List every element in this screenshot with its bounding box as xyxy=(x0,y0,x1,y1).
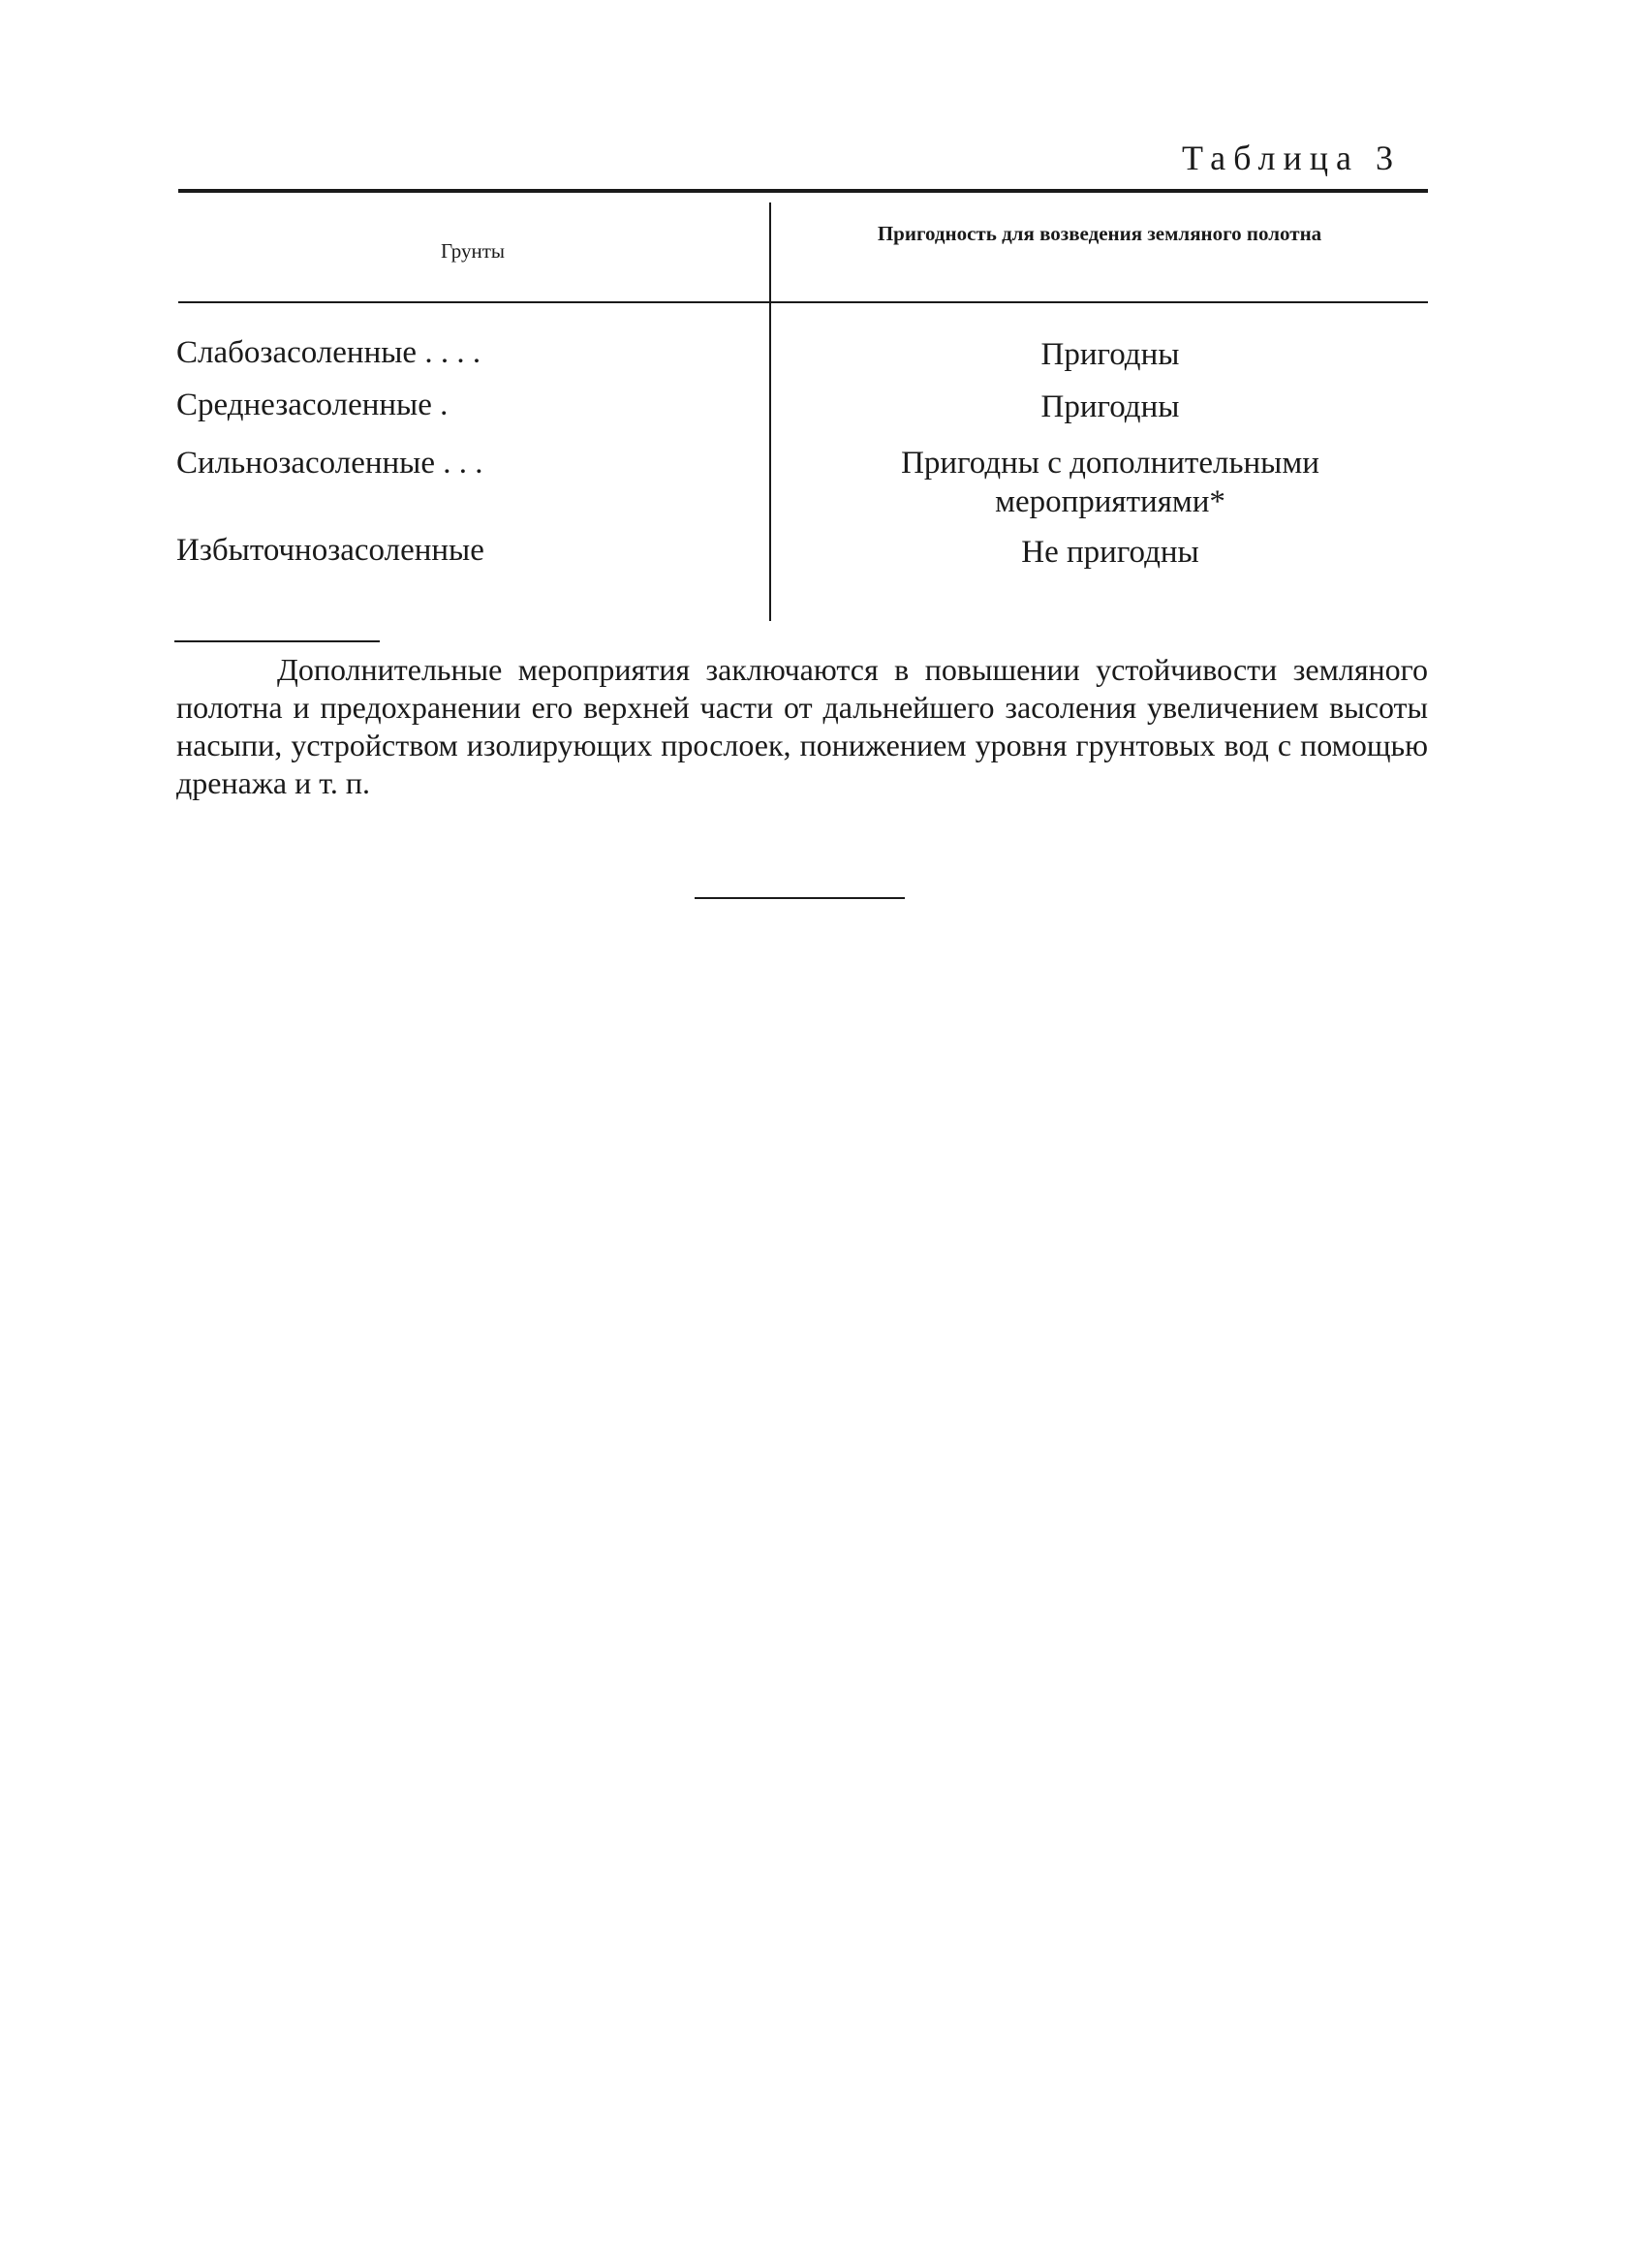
row-4-suitability: Не пригодны xyxy=(1021,535,1199,570)
row-1-soil: Слабозасоленные . . . . xyxy=(176,335,481,370)
footnote-rule xyxy=(174,640,380,642)
row-3-soil: Сильнозасоленные . . . xyxy=(176,446,483,481)
row-4-soil: Избыточнозасоленные xyxy=(176,533,484,568)
row-3-suitability: Пригодны с дополнительными мероприятиями* xyxy=(901,446,1319,519)
footnote-text: Дополнительные мероприятия заключаются в повышении устойчивости земляного полотна и предохранении его верхней части от дальнейшего засоления увеличением высоты насыпи, устройством изолирующих прослоек, понижением уровня грунтовых вод с помощью дренажа и т. п. xyxy=(176,652,1428,800)
table-header-rule xyxy=(178,301,1428,303)
header-soils: Грунты xyxy=(440,239,506,263)
table-title: Таблица 3 xyxy=(1182,139,1401,177)
table-top-rule xyxy=(178,189,1428,193)
header-suitability: Пригодность для возведения земляного полотна xyxy=(877,222,1322,245)
row-2-suitability: Пригодны xyxy=(1040,389,1180,424)
row-2-soil: Среднезасоленные . xyxy=(176,388,449,422)
end-rule xyxy=(695,897,905,899)
row-1-suitability: Пригодны xyxy=(1040,337,1180,372)
